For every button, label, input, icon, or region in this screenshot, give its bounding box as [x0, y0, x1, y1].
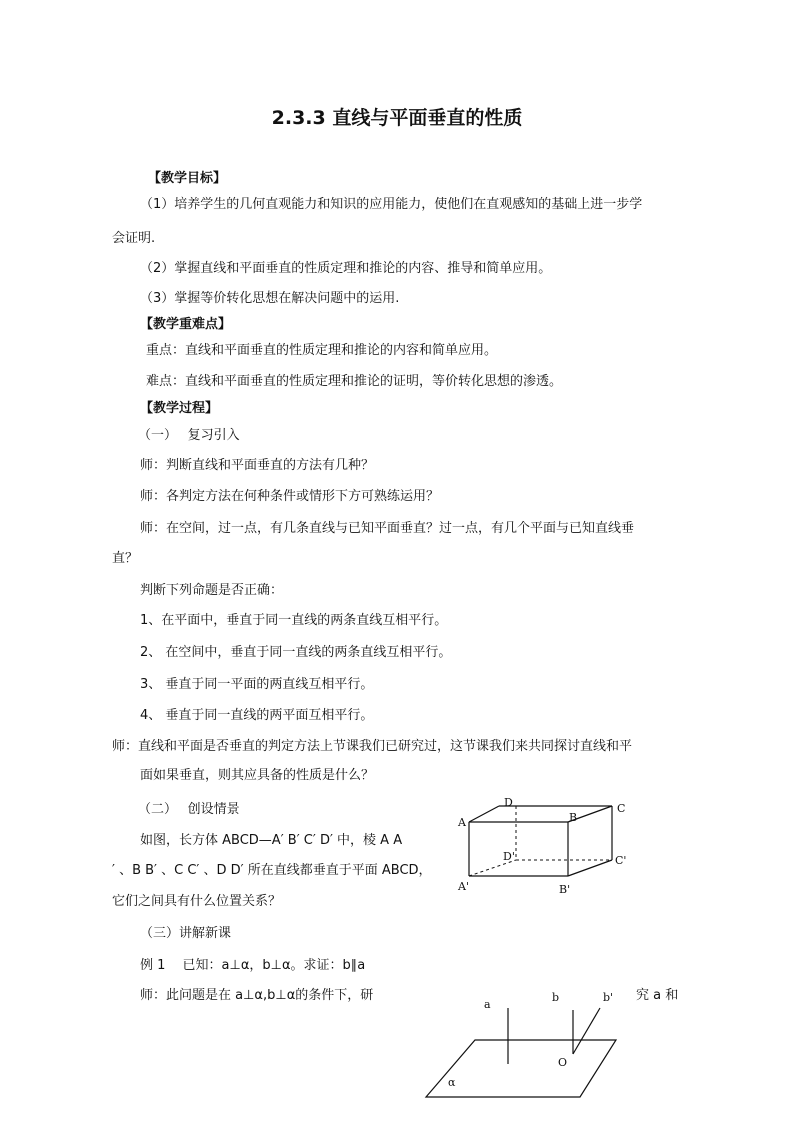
label-D: D [504, 796, 513, 809]
example-1: 例 1 已知：a⊥α，b⊥α。求证：b∥a [140, 958, 366, 973]
difficulty-point: 难点：直线和平面垂直的性质定理和推论的证明，等价转化思想的渗透。 [146, 374, 563, 389]
label-b: b [552, 991, 560, 1004]
plane-figure [420, 990, 620, 1098]
study-line-end: 究 a 和 [636, 988, 679, 1003]
label-alpha: α [448, 1076, 456, 1089]
cuboid-figure [452, 792, 642, 904]
label-O: O [558, 1056, 568, 1069]
goal-3: （3）掌握等价转化思想在解决问题中的运用. [140, 291, 400, 306]
scene-line-2: ′ 、B B′ 、C C′ 、D D′ 所在直线都垂直于平面 ABCD， [112, 863, 432, 878]
question-3-line-1: 师：在空间，过一点，有几条直线与已知平面垂直？过一点，有几个平面与已知直线垂 [140, 521, 635, 536]
keypoints-heading: 【教学重难点】 [140, 317, 232, 332]
proposition-4: 4、 垂直于同一直线的两平面互相平行。 [140, 708, 374, 723]
study-line-start: 师：此问题是在 a⊥α,b⊥α的条件下，研 [140, 988, 374, 1003]
page-title: 2.3.3 直线与平面垂直的性质 [271, 107, 523, 129]
label-D1: D' [503, 850, 515, 863]
question-1: 师：判断直线和平面垂直的方法有几种？ [140, 458, 375, 473]
label-C1: C' [615, 854, 627, 867]
label-b-prime: b' [603, 991, 614, 1004]
goal-1-line-2: 会证明. [112, 231, 156, 246]
scene-line-3: 它们之间具有什么位置关系？ [112, 894, 282, 909]
label-A1: A' [458, 880, 469, 893]
proposition-1: 1、在平面中，垂直于同一直线的两条直线互相平行。 [140, 613, 448, 628]
question-2: 师：各判定方法在何种条件或情形下方可熟练运用？ [140, 489, 440, 504]
question-3-line-2: 直？ [112, 551, 139, 566]
teacher-remark-line-2: 面如果垂直，则其应具备的性质是什么？ [140, 768, 375, 783]
goals-heading: 【教学目标】 [148, 171, 227, 186]
label-B1: B' [559, 883, 571, 896]
edge-B1C1 [568, 860, 612, 876]
label-C: C [617, 802, 626, 815]
label-A: A [458, 816, 466, 829]
key-point: 重点：直线和平面垂直的性质定理和推论的内容和简单应用。 [146, 343, 498, 358]
teacher-remark-line-1: 师：直线和平面是否垂直的判定方法上节课我们已研究过，这节课我们来共同探讨直线和平 [112, 739, 633, 754]
scene-line-1: 如图，长方体 ABCD—A′ B′ C′ D′ 中，棱 A A [140, 833, 403, 848]
part-3-heading: （三）讲解新课 [140, 926, 232, 941]
proposition-2: 2、 在空间中，垂直于同一直线的两条直线互相平行。 [140, 645, 452, 660]
judge-intro: 判断下列命题是否正确： [140, 583, 284, 598]
goal-2: （2）掌握直线和平面垂直的性质定理和推论的内容、推导和简单应用。 [140, 261, 552, 276]
edge-AD [469, 806, 499, 822]
label-a: a [484, 998, 491, 1011]
goal-1-line-1: （1）培养学生的几何直观能力和知识的应用能力，使他们在直观感知的基础上进一步学 [140, 197, 643, 212]
process-heading: 【教学过程】 [140, 401, 219, 416]
label-B: B [569, 811, 578, 824]
part-1-heading: （一） 复习引入 [138, 428, 240, 443]
line-b-prime [573, 1008, 600, 1054]
part-2-heading: （二） 创设情景 [138, 802, 240, 817]
proposition-3: 3、 垂直于同一平面的两直线互相平行。 [140, 677, 374, 692]
